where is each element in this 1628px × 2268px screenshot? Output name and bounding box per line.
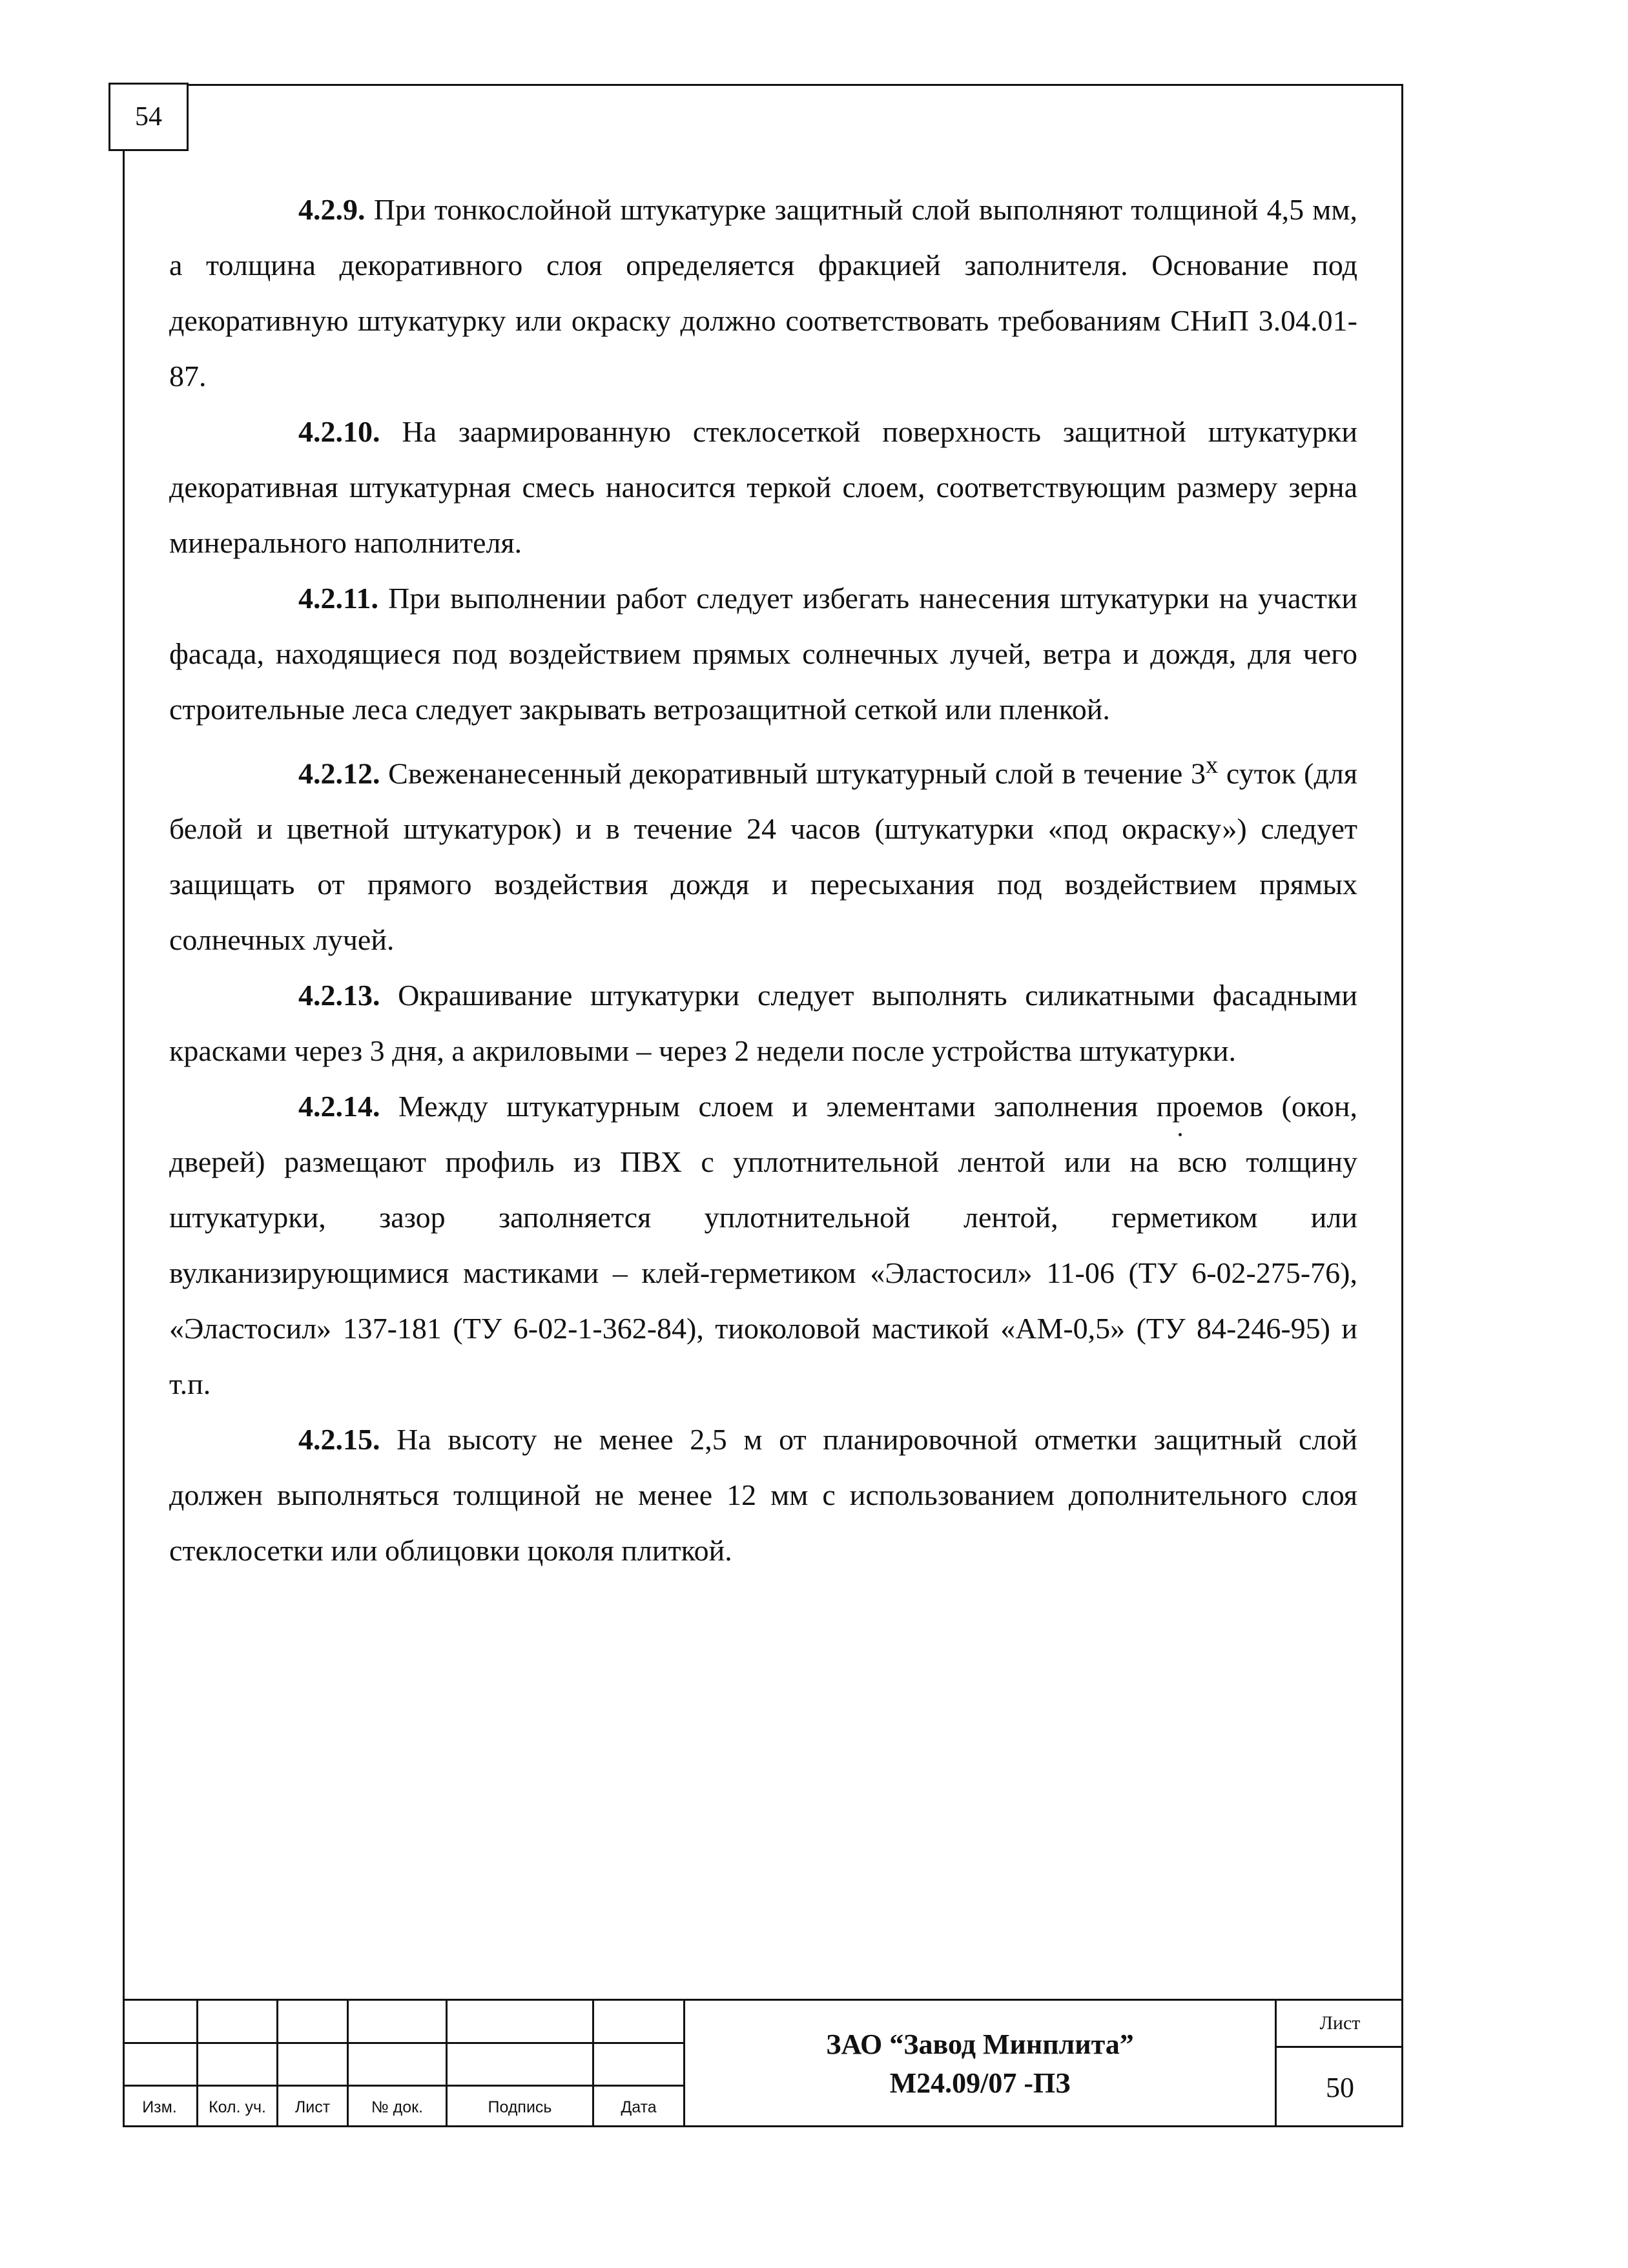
superscript-x: х	[1206, 751, 1219, 779]
col-label-izm: Изм.	[142, 2098, 177, 2116]
col-label-signature: Подпись	[488, 2098, 552, 2116]
paragraph-4-2-13	[169, 968, 1357, 1079]
paragraph-4-2-9	[169, 182, 1357, 404]
col-label-doc-number: № док.	[371, 2098, 424, 2116]
col-label-list: Лист	[294, 2098, 331, 2116]
paragraph-number: 4.2.13.	[298, 979, 380, 1012]
paragraph-number: 4.2.11.	[298, 582, 378, 615]
paragraph-4-2-15	[169, 1412, 1357, 1578]
paragraph-number: 4.2.12.	[298, 757, 380, 790]
sheet-label: Лист	[1277, 2001, 1403, 2048]
paragraph-text: На заармированную стеклосеткой поверхность защитной штукатурки декоративная штукатурная смесь наносится теркой слоем, соответствующим размеру зерна минерального наполнителя.	[169, 415, 1357, 559]
grid-row-line	[123, 2085, 683, 2087]
paragraph-number: 4.2.15.	[298, 1423, 380, 1456]
paragraph-text: Окрашивание штукатурки следует выполнять силикатными фасадными красками через 3 дня, а акриловыми – через 2 недели после устройства штукатурки.	[169, 979, 1357, 1068]
paragraph-4-2-14	[169, 1079, 1357, 1412]
paragraph-number: 4.2.14.	[298, 1090, 380, 1123]
sheet-number: 50	[1326, 2072, 1354, 2103]
paragraph-text: Между штукатурным слоем и элементами заполнения проемов (окон, дверей) размещают профиль из ПВХ с уплотнительной лентой или на всю толщину штукатурки, зазор заполняется уплотнительной лентой, герметиком или вулканизирующимися мастиками – клей-герметиком «Эластосил» 11-06 (ТУ 6-02-275-76), «Эластосил» 137-181 (ТУ 6-02-1-362-84), тиоколовой мастикой «АМ-0,5» (ТУ 84-246-95) и т.п.	[169, 1090, 1357, 1401]
col-label-kol-uch: Кол. уч.	[209, 2098, 266, 2116]
paragraph-4-2-10	[169, 404, 1357, 571]
grid-row-line	[123, 2042, 683, 2044]
title-block-center	[683, 2001, 1275, 2127]
paragraph-4-2-12	[169, 737, 1357, 968]
scan-dot	[1179, 1133, 1182, 1136]
paragraph-4-2-11	[169, 571, 1357, 737]
document-code: М24.09/07 -ПЗ	[889, 2067, 1071, 2099]
document-body	[169, 182, 1357, 1578]
paragraph-text-continued: суток (для белой и цветной штукатурок) и в течение 24 часов (штукатурки «под окраску») следует защищать от прямого воздействия дождя и пересыхания под воздействием прямых солнечных лучей.	[169, 757, 1357, 957]
page-number	[108, 83, 189, 151]
paragraph-text: Свеженанесенный декоративный штукатурный слой в течение 3	[380, 757, 1206, 790]
paragraph-text: При тонкослойной штукатурке защитный слой выполняют толщиной 4,5 мм, а толщина декоративного слоя определяется фракцией заполнителя. Основание под декоративную штукатурку или окраску должно соответствовать требованиям СНиП 3.04.01-87.	[169, 193, 1357, 393]
paragraph-text: При выполнении работ следует избегать нанесения штукатурки на участки фасада, находящиеся под воздействием прямых солнечных лучей, ветра и дождя, для чего строительные леса следует закрывать ветрозащитной сеткой или пленкой.	[169, 582, 1357, 726]
company-name: ЗАО “Завод Минплита”	[826, 2028, 1134, 2060]
revision-grid	[123, 2001, 683, 2127]
title-block	[123, 1999, 1403, 2127]
sheet-box	[1275, 2001, 1403, 2127]
paragraph-number: 4.2.9.	[298, 193, 366, 226]
page-number-text: 54	[135, 102, 162, 132]
paragraph-number: 4.2.10.	[298, 415, 380, 448]
paragraph-text: На высоту не менее 2,5 м от планировочной отметки защитный слой должен выполняться толщиной не менее 12 мм с использованием дополнительного слоя стеклосетки или облицовки цоколя плиткой.	[169, 1423, 1357, 1568]
col-label-date: Дата	[621, 2098, 657, 2116]
